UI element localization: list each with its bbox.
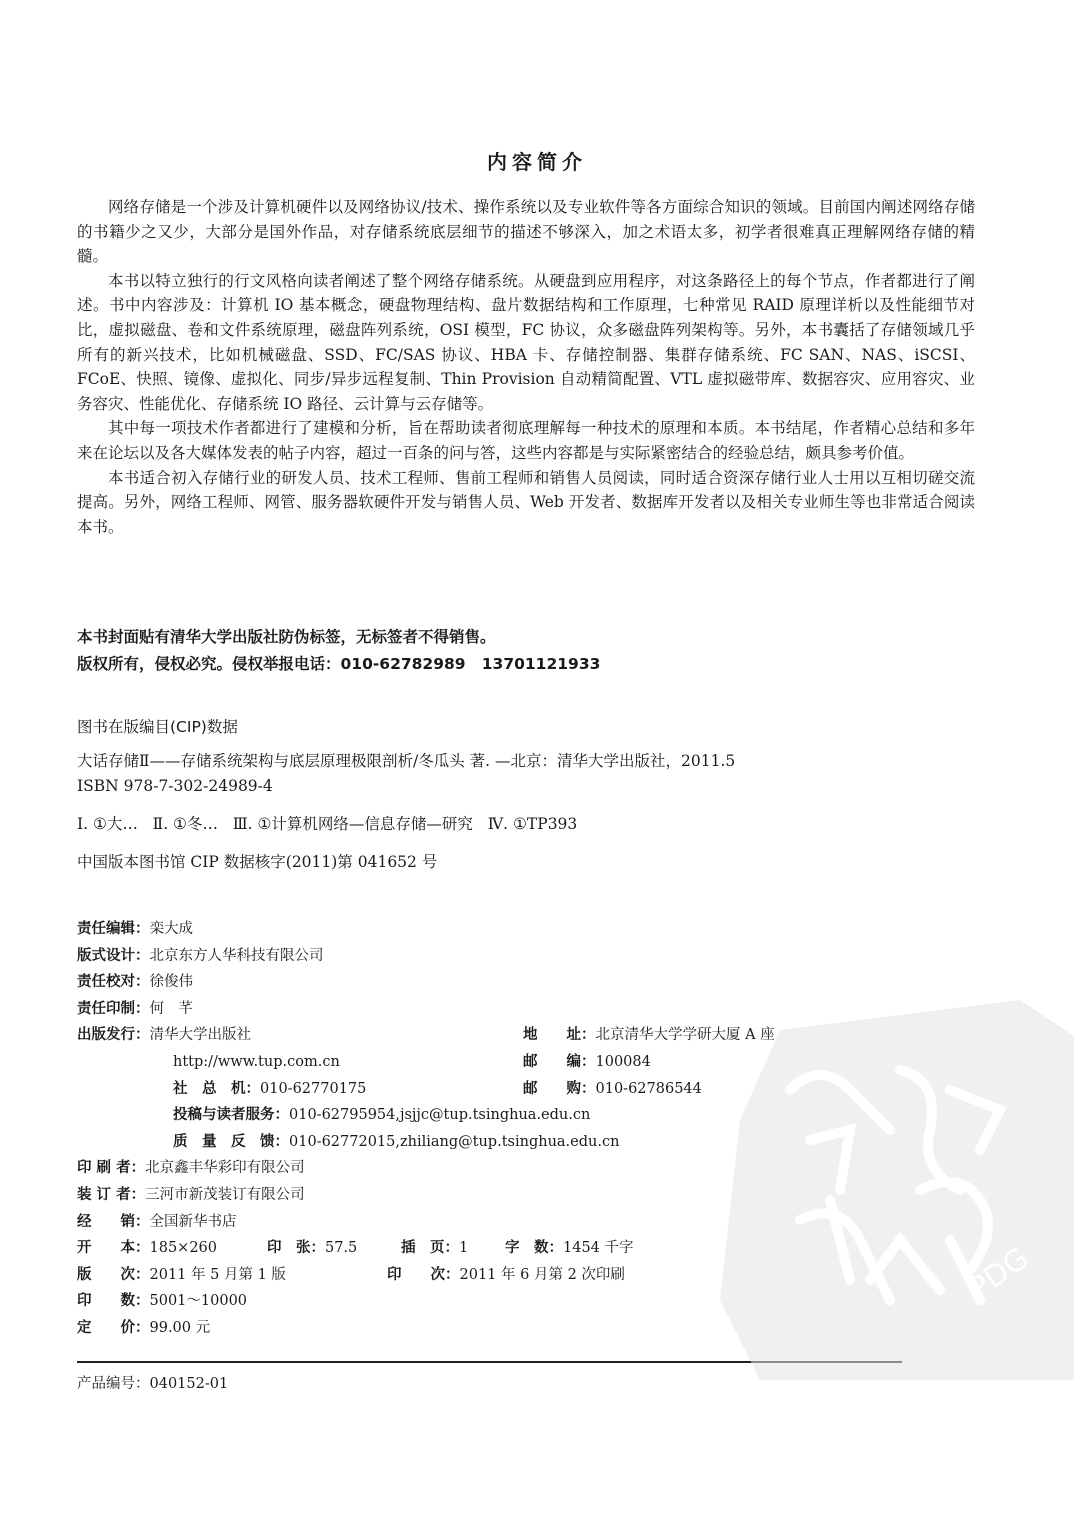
summary-body (77, 195, 975, 539)
credit-value: 清华大学出版社 (149, 1027, 251, 1044)
summary-paragraph: 本书适合初入存储行业的研发人员、技术工程师、售前工程师和销售人员阅读，同时适合资深存储行业人士用以互相切磋交流提高。另外，网络工程师、网管、服务器软硬件开发与销售人员、Web 开发者、数据库开发者以及相关专业师生等也非常适合阅读本书。 (77, 468, 975, 536)
credit-label: 质 量 反 馈： (173, 1133, 289, 1150)
credit-label: 印 次： (387, 1266, 460, 1283)
cip-title-line: 大话存储Ⅱ——存储系统架构与底层原理极限剖析/冬瓜头 著. —北京：清华大学出版社，2011.5 (77, 752, 736, 770)
credit-label: 社 总 机： (173, 1080, 260, 1097)
credit-value: 何 芊 (149, 1000, 193, 1017)
pdg-seal-watermark (720, 1000, 1074, 1380)
product-code: 产品编号：040152-01 (77, 1376, 229, 1392)
cip-classification: Ⅰ. ①大… Ⅱ. ①冬… Ⅲ. ①计算机网络—信息存储—研究 Ⅳ. ①TP393 (77, 815, 578, 833)
mail-order-cell (523, 1076, 702, 1103)
credit-row-design (77, 943, 897, 970)
credit-label: 字 数： (505, 1240, 563, 1257)
credit-label: 责任编辑： (77, 921, 150, 937)
credit-value: 57.5 (325, 1240, 358, 1257)
credit-value: 北京鑫丰华彩印有限公司 (145, 1160, 305, 1177)
submission-cell (77, 1107, 590, 1123)
impression-cell (387, 1262, 625, 1289)
credit-label: 开 本： (77, 1240, 150, 1257)
credit-value: 100084 (595, 1053, 651, 1070)
credit-label: 责任校对： (77, 974, 150, 991)
credit-label: 邮 购： (523, 1080, 596, 1097)
credit-label: 定 价： (77, 1319, 150, 1336)
credit-value: 栾大成 (149, 921, 193, 937)
report-hotline: 版权所有，侵权必究。侵权举报电话：010-62782989 13701121933 (77, 655, 601, 673)
cip-record-number: 中国版本图书馆 CIP 数据核字(2011)第 041652 号 (77, 853, 438, 871)
cip-isbn: ISBN 978-7-302-24989-4 (77, 777, 273, 795)
cip-heading: 图书在版编目(CIP)数据 (77, 718, 238, 736)
credit-value: 185×260 (149, 1240, 218, 1257)
postcode-cell (523, 1049, 651, 1076)
credit-label: 印 张： (267, 1240, 325, 1257)
credit-value: 010-62772015,zhiliang@tup.tsinghua.edu.cn (289, 1133, 620, 1150)
summary-paragraph: 其中每一项技术作者都进行了建模和分析，旨在帮助读者彻底理解每一种技术的原理和本质。本书结尾，作者精心总结和多年来在论坛以及各大媒体发表的帖子内容，超过一百条的问与答，这些内容都是与实际紧密结合的经验总结，颇具参考价值。 (77, 419, 975, 462)
credit-value: 99.00 元 (149, 1319, 211, 1336)
plates-cell (401, 1235, 468, 1262)
feedback-cell (77, 1134, 619, 1150)
credit-label: 插 页： (401, 1240, 459, 1257)
credit-row-proofreader (77, 969, 897, 996)
credit-label: 责任印制： (77, 1000, 150, 1017)
credit-value: 北京清华大学学研大厦 A 座 (595, 1027, 775, 1044)
words-cell (505, 1235, 634, 1262)
credit-label: 印 刷 者： (77, 1160, 146, 1177)
credit-label: 版式设计： (77, 947, 150, 964)
switchboard-cell (77, 1081, 366, 1097)
credit-label: 印 数： (77, 1293, 150, 1310)
credit-value: 010-62786544 (595, 1080, 702, 1097)
publisher-website: http://www.tup.com.cn (173, 1053, 340, 1070)
copyright-notice (77, 624, 975, 678)
summary-title: 内容简介 (487, 150, 587, 174)
summary-paragraph: 网络存储是一个涉及计算机硬件以及网络协议/技术、操作系统以及专业软件等各方面综合知识的领域。目前国内阐述网络存储的书籍少之又少，大部分是国外作品，对存储系统底层细节的描述不够深入，加之术语太多，初学者很难真正理解网络存储的精髓。 (77, 198, 975, 266)
credit-label: 版 次： (77, 1266, 150, 1283)
credit-value: 010-62795954,jsjjc@tup.tsinghua.edu.cn (289, 1107, 591, 1124)
credit-value: 三河市新茂装订有限公司 (145, 1186, 305, 1203)
credit-label: 出版发行： (77, 1027, 150, 1044)
credit-value: 全国新华书店 (149, 1213, 237, 1230)
credit-label: 地 址： (523, 1027, 596, 1044)
credit-value: 2011 年 6 月第 2 次印刷 (459, 1266, 625, 1283)
credit-label: 经 销： (77, 1213, 150, 1230)
credit-value: 1454 千字 (563, 1240, 634, 1257)
anti-counterfeit-notice: 本书封面贴有清华大学出版社防伪标签，无标签者不得销售。 (77, 628, 496, 646)
watermark-text: PDG (962, 1240, 1036, 1307)
summary-paragraph: 本书以特立独行的行文风格向读者阐述了整个网络存储系统。从硬盘到应用程序，对这条路径上的每个节点，作者都进行了阐述。书中内容涉及：计算机 IO 基本概念，硬盘物理结构、盘片数据结构和工作原理，七种常见 RAID 原理详析以及性能细节对比，虚拟磁盘、卷和文件系统原理，磁盘阵列系统，OSI 模型，FC 协议，众多磁盘阵列架构等。另外，本书囊括了存储领域几乎所有的新兴技术，比如机械磁盘、SSD、FC/SAS 协议、HBA 卡、存储控制器、集群存储系统、FC SAN、NAS、iSCSI、FCoE、快照、镜像、虚拟化、同步/异步远程复制、Thin Provision 自动精简配置、VTL 虚拟磁带库、数据容灾、应用容灾、业务容灾、性能优化、存储系统 IO 路径、云计算与云存储等。 (77, 271, 975, 413)
credit-label: 装 订 者： (77, 1186, 146, 1203)
credit-label: 邮 编： (523, 1053, 596, 1070)
credit-value: 徐俊伟 (149, 974, 193, 991)
credit-row-editor (77, 916, 897, 943)
credit-value: 北京东方人华科技有限公司 (149, 947, 324, 964)
credit-value: 5001～10000 (149, 1293, 248, 1310)
credit-value: 010-62770175 (260, 1080, 367, 1097)
credit-value: 1 (459, 1240, 469, 1257)
credit-label: 投稿与读者服务： (173, 1107, 289, 1124)
credit-value: 2011 年 5 月第 1 版 (149, 1266, 286, 1283)
sheets-cell (267, 1235, 357, 1262)
